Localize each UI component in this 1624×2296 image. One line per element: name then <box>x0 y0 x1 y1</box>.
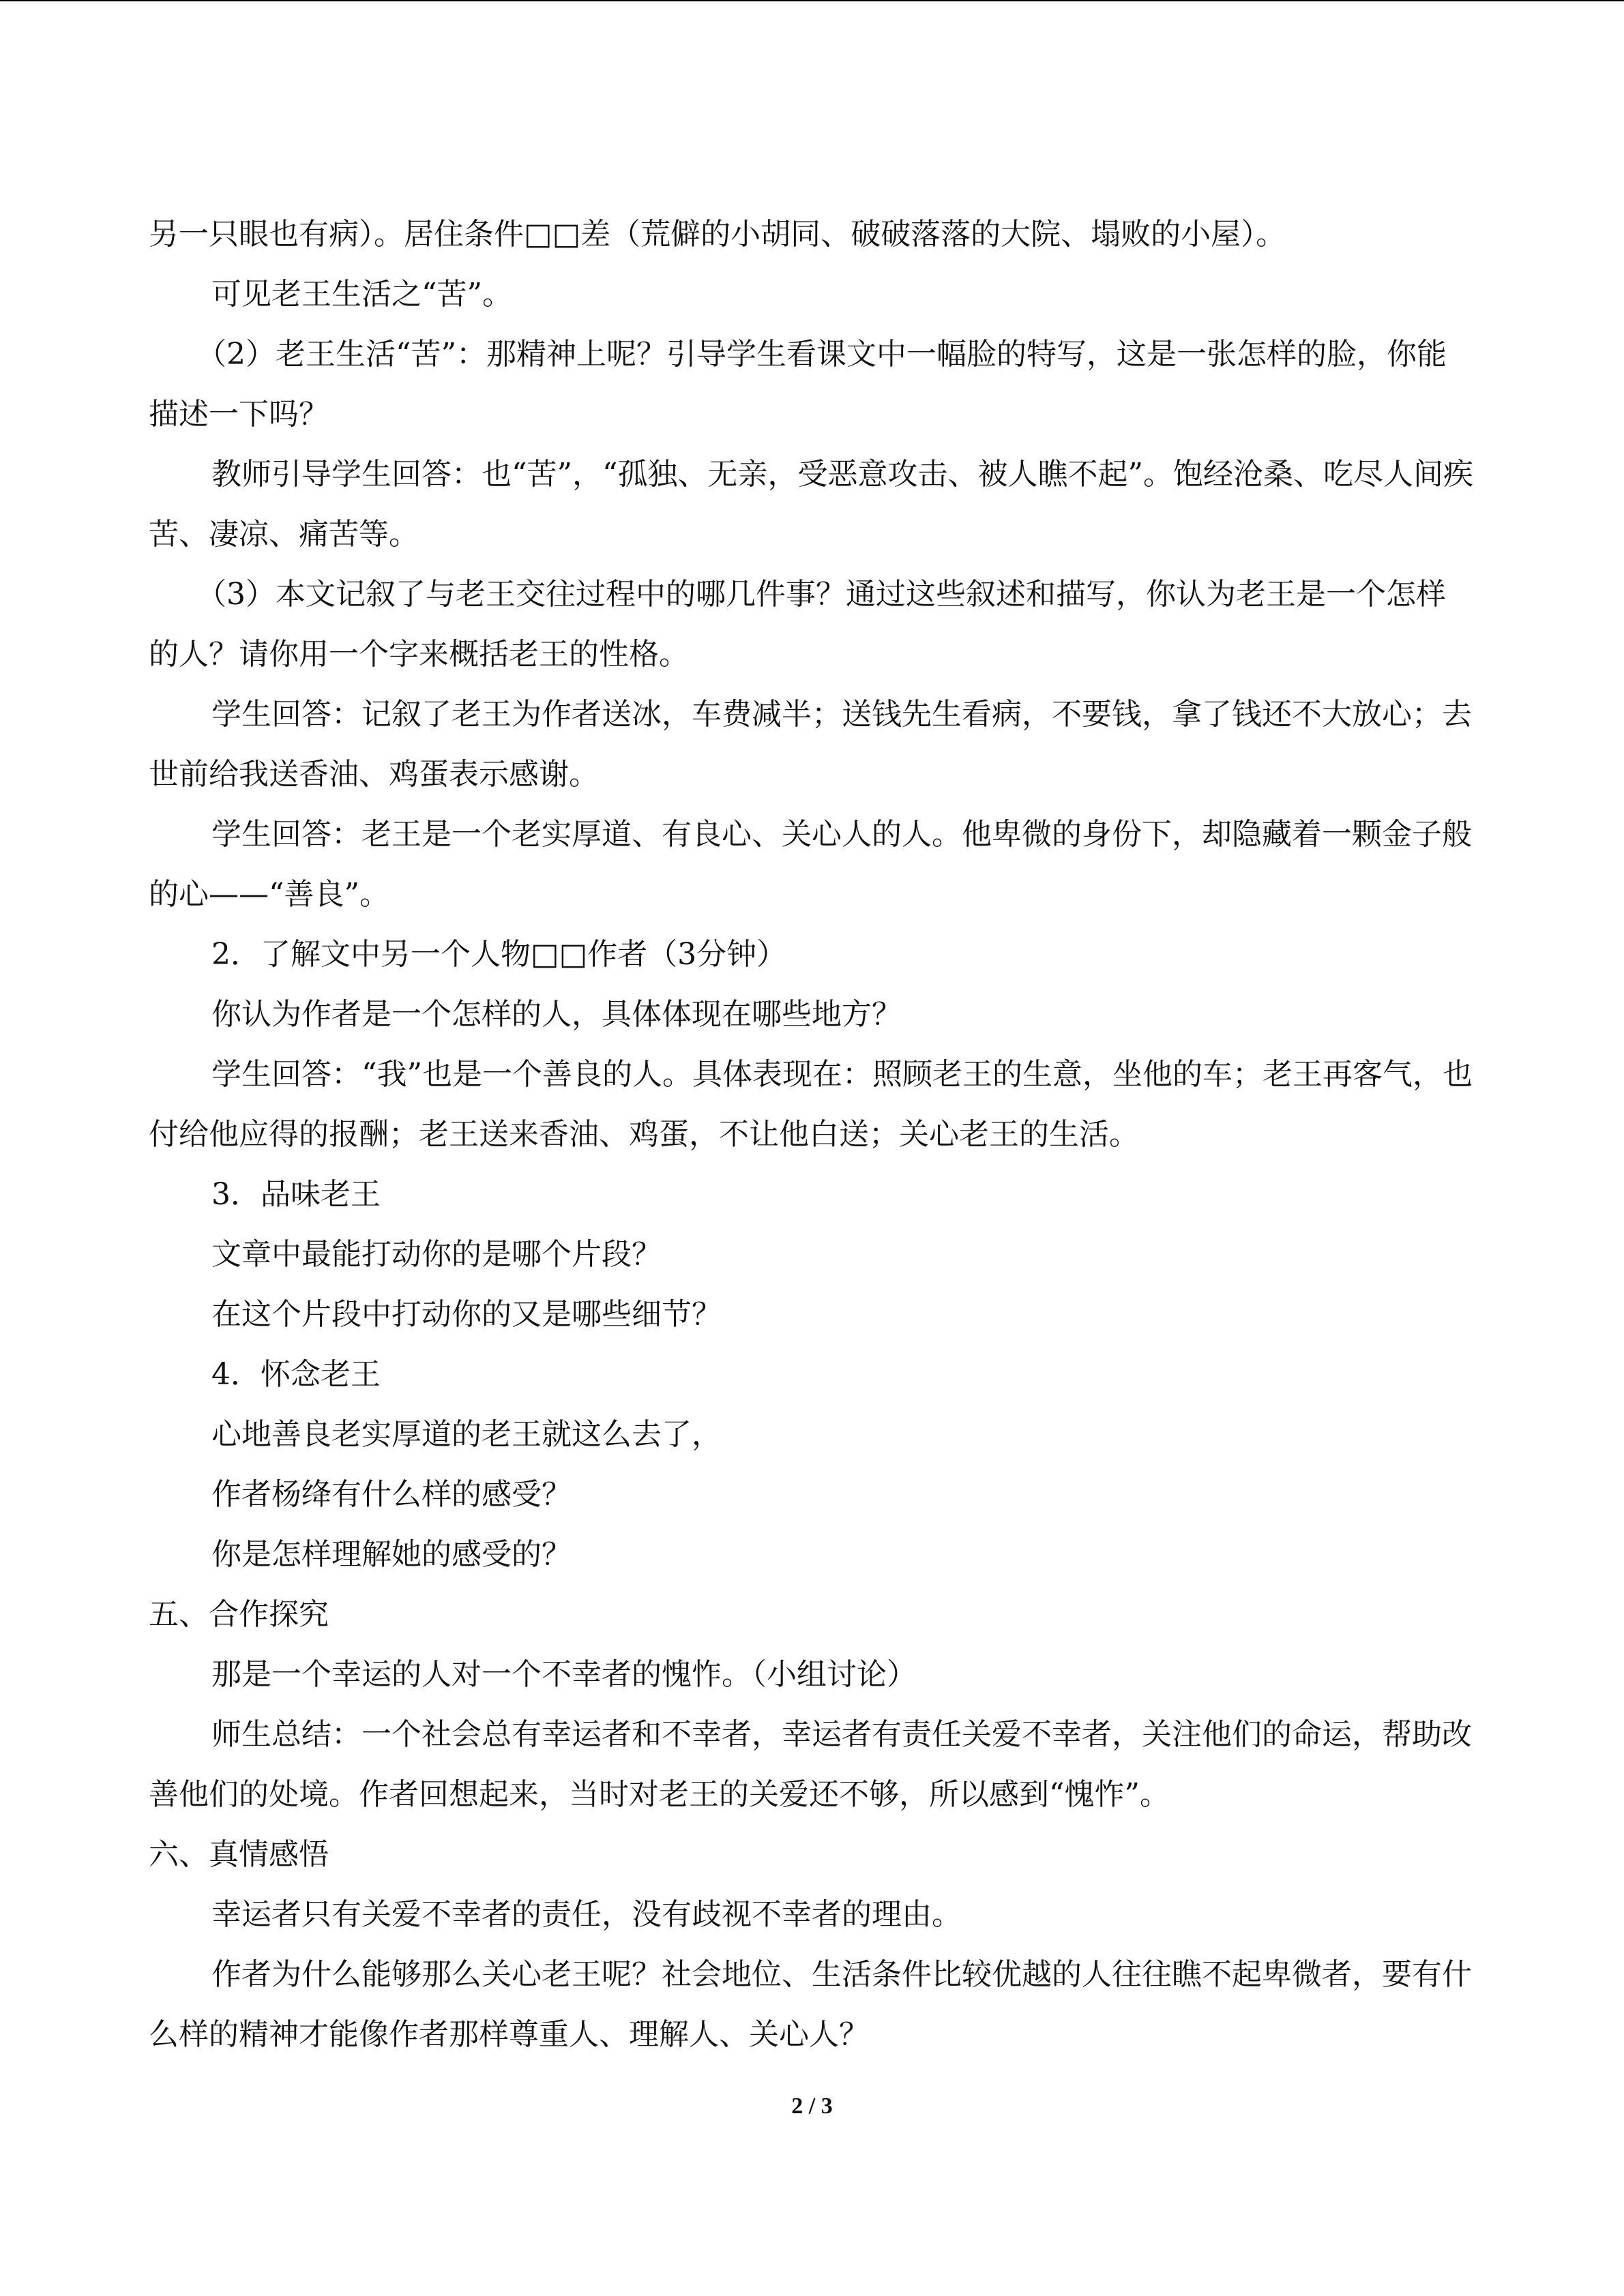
question-2: （2）老王生活“苦”：那精神上呢？引导学生看课文中一幅脸的特写，这是一张怎样的脸，你能描述一下吗？ <box>149 337 1447 432</box>
paragraph: 你认为作者是一个怎样的人，具体体现在哪些地方？ <box>211 997 902 1032</box>
document-body <box>149 205 1475 2065</box>
question-3: （3）本文记叙了与老王交往过程中的哪几件事？通过这些叙述和描写，你认为老王是一个怎样的人？请你用一个字来概括老王的性格。 <box>149 577 1446 672</box>
student-answer: 学生回答：老王是一个老实厚道、有良心、关心人的人。他卑微的身份下，却隐藏着一颗金子般的心——“善良”。 <box>149 817 1472 912</box>
page-top-border <box>0 0 1624 1</box>
paragraph: 作者为什么能够那么关心老王呢？社会地位、生活条件比较优越的人往往瞧不起卑微者，要有什么样的精神才能像作者那样尊重人、理解人、关心人？ <box>149 1957 1472 2052</box>
student-answer: 学生回答：记叙了老王为作者送冰，车费减半；送钱先生看病，不要钱，拿了钱还不大放心；去世前给我送香油、鸡蛋表示感谢。 <box>149 697 1472 792</box>
paragraph: 那是一个幸运的人对一个不幸者的愧怍。（小组讨论） <box>211 1657 917 1692</box>
page-number: 2 / 3 <box>791 2093 833 2119</box>
paragraph: 幸运者只有关爱不幸者的责任，没有歧视不幸者的理由。 <box>211 1897 962 1932</box>
paragraph: 文章中最能打动你的是哪个片段？ <box>211 1237 662 1272</box>
paragraph: 可见老王生活之“苦”。 <box>211 277 512 312</box>
section-item-3: 3．品味老王 <box>211 1177 381 1212</box>
paragraph: 作者杨绛有什么样的感受？ <box>211 1477 572 1512</box>
paragraph: 教师引导学生回答：也“苦”，“孤独、无亲，受恶意攻击、被人瞧不起”。饱经沧桑、吃尽人间疾苦、凄凉、痛苦等。 <box>149 457 1473 552</box>
summary-paragraph: 师生总结：一个社会总有幸运者和不幸者，幸运者有责任关爱不幸者，关注他们的命运，帮助改善他们的处境。作者回想起来，当时对老王的关爱还不够，所以感到“愧怍”。 <box>149 1717 1472 1812</box>
paragraph: 心地善良老实厚道的老王就这么去了， <box>211 1417 722 1452</box>
section-item-4: 4．怀念老王 <box>211 1357 381 1392</box>
section-heading-5: 五、合作探究 <box>149 1597 329 1632</box>
paragraph: 你是怎样理解她的感受的？ <box>211 1537 572 1572</box>
section-item-2: 2．了解文中另一个人物□□作者（3分钟） <box>211 937 787 972</box>
student-answer: 学生回答：“我”也是一个善良的人。具体表现在：照顾老王的生意，坐他的车；老王再客气，也付给他应得的报酬；老王送来香油、鸡蛋，不让他白送；关心老王的生活。 <box>149 1057 1473 1152</box>
paragraph: 在这个片段中打动你的又是哪些细节？ <box>211 1297 722 1332</box>
section-heading-6: 六、真情感悟 <box>149 1837 329 1872</box>
paragraph-continuation: 另一只眼也有病）。居住条件□□差（荒僻的小胡同、破破落落的大院、塌败的小屋）。 <box>149 217 1286 252</box>
